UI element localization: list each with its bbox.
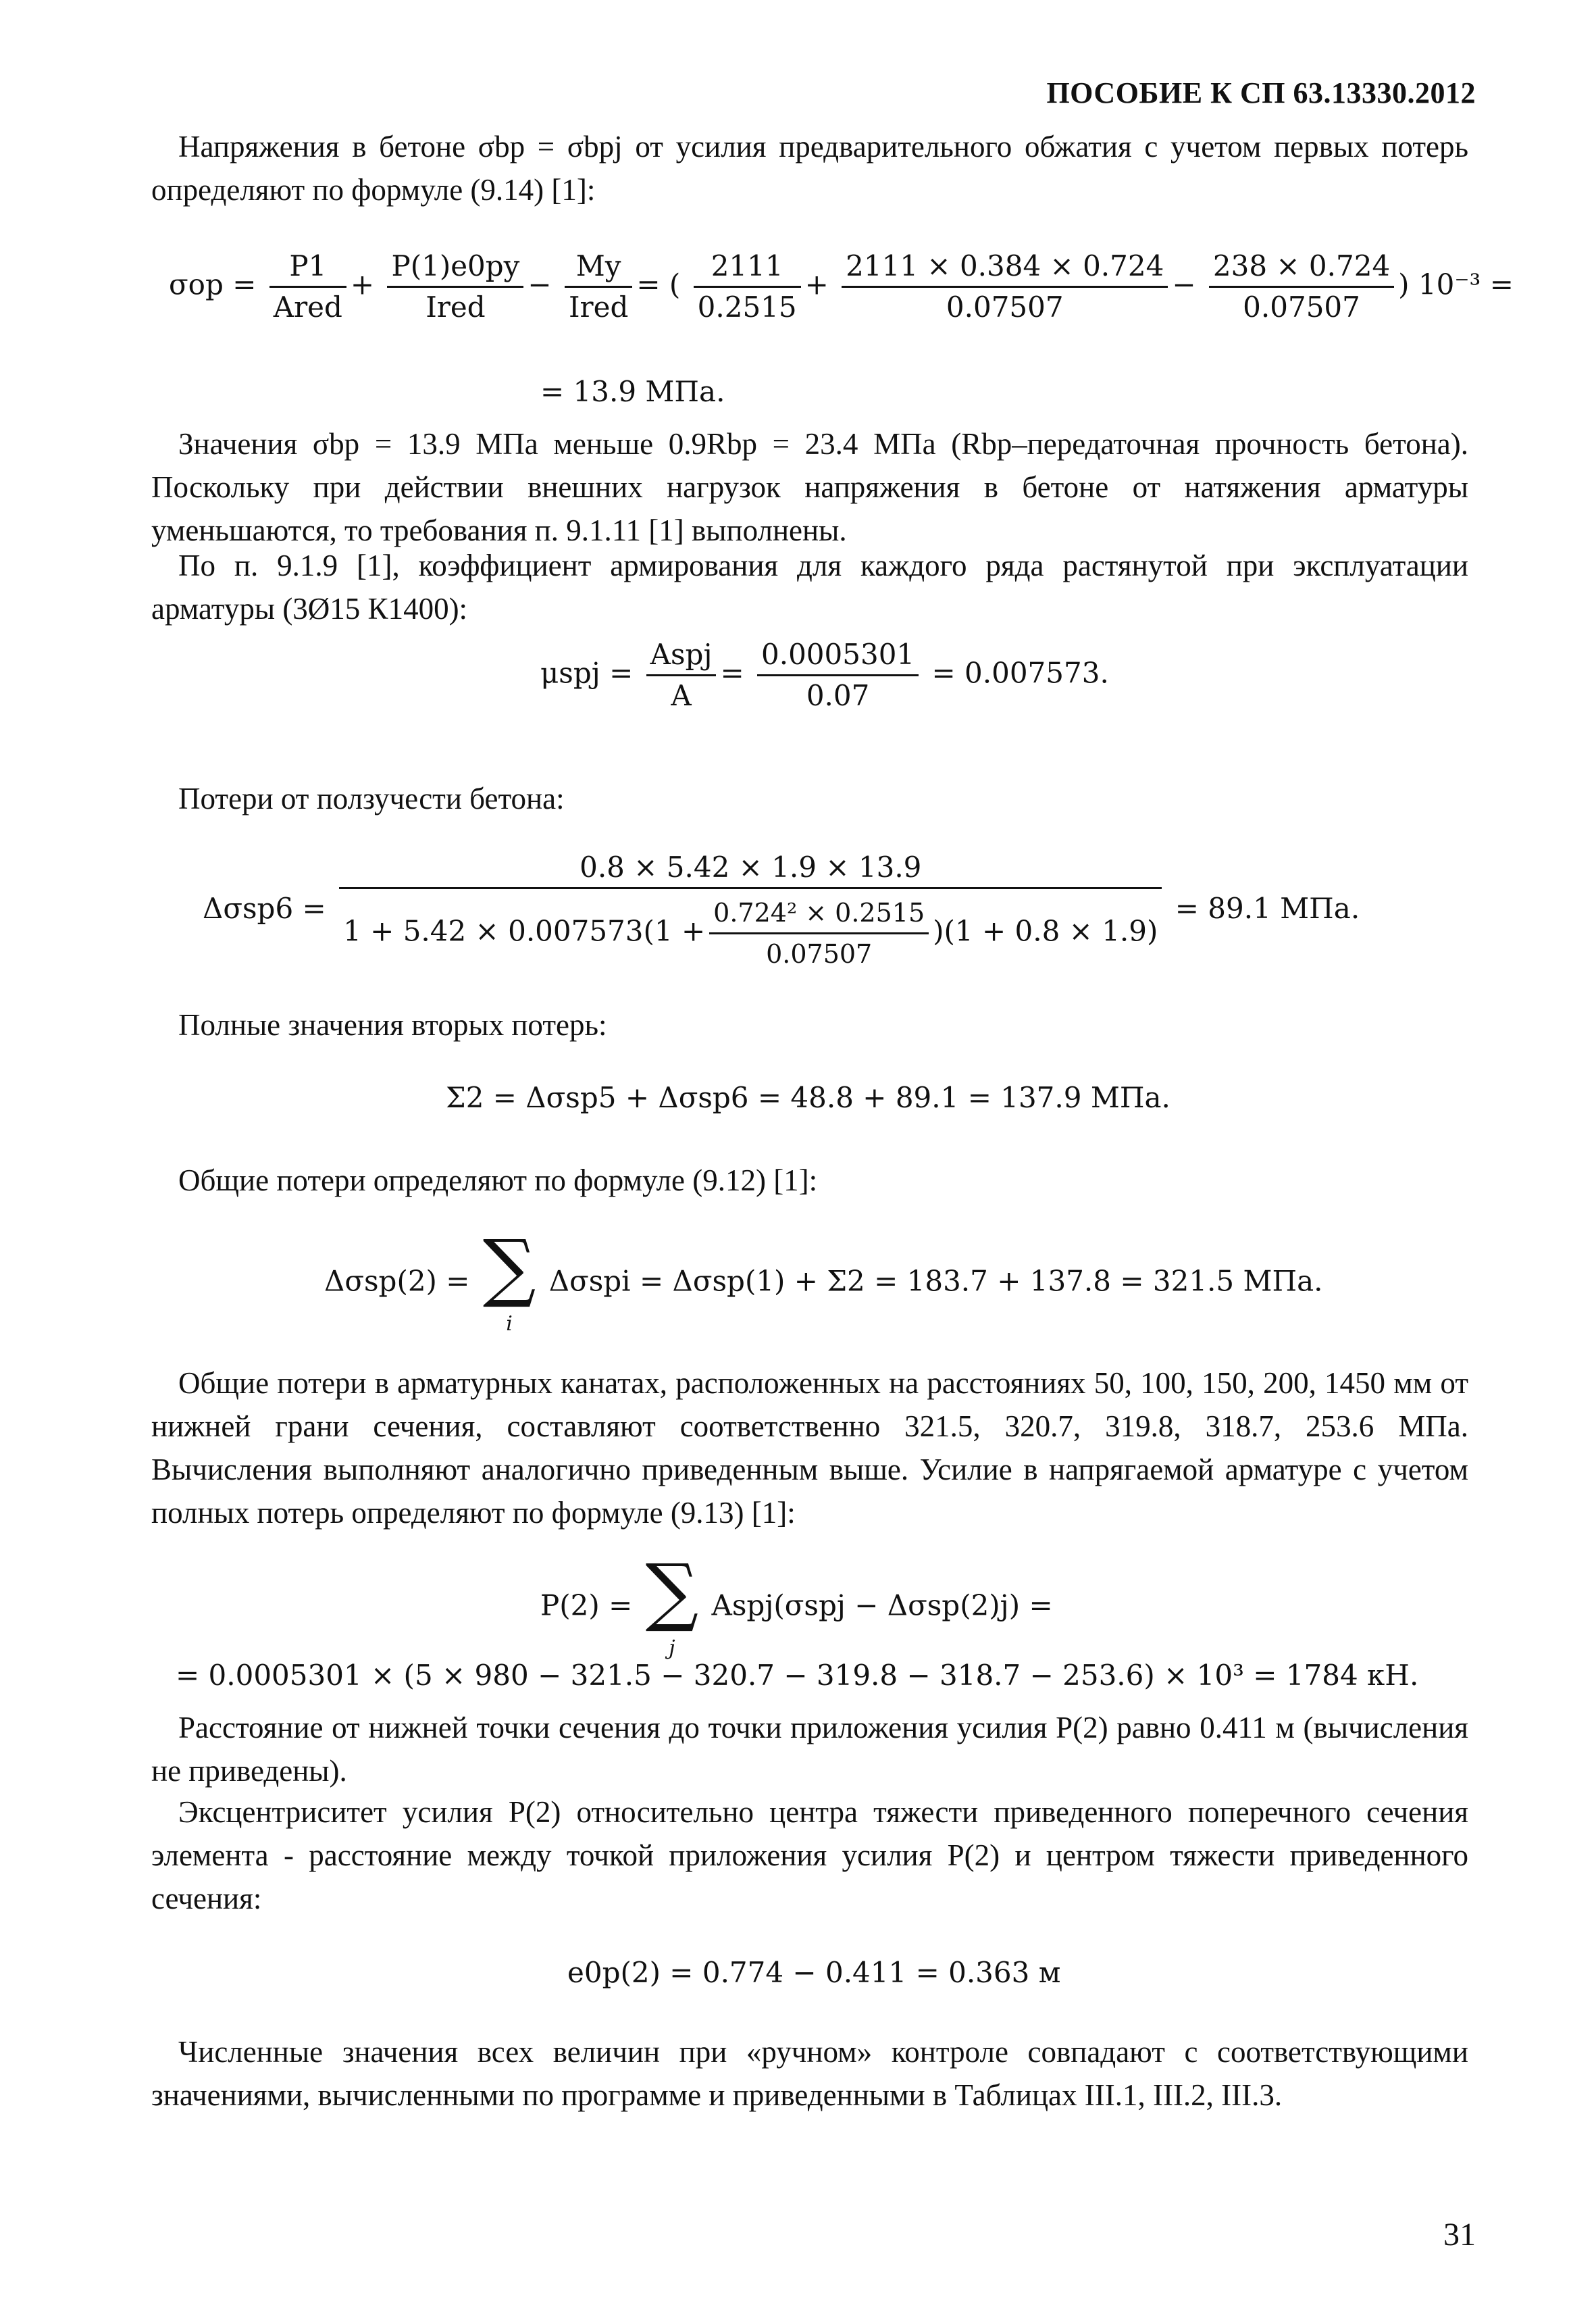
running-header: ПОСОБИЕ К СП 63.13330.2012 <box>1046 76 1476 109</box>
formula-rhs: Δσspi = Δσsp(1) + Σ2 = 183.7 + 137.8 = 321.5 МПа. <box>548 1264 1323 1298</box>
sum-symbol: ∑ <box>482 1224 536 1310</box>
fraction: $\frac{2111 \times 0.384 \times 0.724}{0.07507}$ <box>842 247 1168 327</box>
fraction: 0.8 × 5.42 × 1.9 × 13.9 1 + 5.42 × 0.007573(1 + $\frac{\text{0.724² × 0.2515}}{0.07507}$ )(1 + 0.8 × 1.9) <box>339 848 1162 974</box>
paragraph-reinforcement-ratio: По п. 9.1.9 [1], коэффициент армирования для каждого ряда растянутой при эксплуатации арматуры (3Ø15 К1400): <box>151 549 1468 626</box>
formula-lhs: μspj = <box>540 656 634 690</box>
paragraph-total-losses: Общие потери определяют по формуле (9.12) [1]: <box>178 1163 818 1197</box>
formula-lhs: P(2) = <box>540 1588 633 1622</box>
formula-sigma-2: Σ2 = Δσsp5 + Δσsp6 = 48.8 + 89.1 = 137.9 МПа. <box>446 1081 1170 1114</box>
formula-result: = 0.007573. <box>931 656 1109 690</box>
page-number: 31 <box>1443 2217 1476 2253</box>
paragraph-conclusion: Численные значения всех величин при «ручном» контроле совпадают с соответствующими значениями, вычисленными по программе и приведенными в Таблицах III.1, III.2, III.3. <box>151 2035 1468 2112</box>
paragraph-stress-intro: Напряжения в бетоне σbp = σbpj от усилия предварительного обжатия с учетом первых потерь определяют по формуле (9.14) [1]: <box>151 130 1468 207</box>
formula-mu-spj: μspj = $\frac{\text{Aspj}}{A}$ = $\frac{0.0005301}{0.07}$ = 0.007573. <box>540 635 1109 715</box>
paragraph-cable-losses: Общие потери в арматурных канатах, расположенных на расстояниях 50, 100, 150, 200, 1450 мм от нижней грани сечения, составляют соответственно 321.5, 320.7, 319.8, 318.7, 253.6 МПа. Вычисления выполняют аналогично приведенным выше. Усилие в напрягаемой арматуре с учетом полных потерь определяют по формуле (9.13) [1]: <box>151 1366 1468 1530</box>
fraction: $\frac{2111}{0.2515}$ <box>694 247 801 327</box>
formula-delta-sigma-sp6 <box>203 848 1360 974</box>
sum-symbol: ∑ <box>645 1548 699 1634</box>
formula-sigma-op-result: = 13.9 МПа. <box>540 375 725 408</box>
formula-sigma-op: σop = $\frac{P1}{\text{Ared}}$ + $\frac{P(1)e0py}{\text{Ired}}$ − $\frac{My}{\text{Ired}}$ = ( $\frac{2111}{0.2515}$ + $\frac{2111 \times 0.384 \times 0.724}{0.07507}$ − $\frac{238 \times 0.724}{0.07507}$ ) 10⁻³ = <box>169 247 1514 327</box>
fraction: $\frac{0.0005301}{0.07}$ <box>757 635 919 715</box>
formula-lhs: σop = <box>169 268 257 301</box>
formula-result: = 89.1 МПа. <box>1175 892 1360 925</box>
formula-delta-sigma-sp2 <box>324 1224 1323 1337</box>
formula-lhs: Δσsp(2) = <box>324 1264 470 1298</box>
fraction: $\frac{P(1)e0py}{\text{Ired}}$ <box>387 247 523 327</box>
formula-p2-result: = 0.0005301 × (5 × 980 − 321.5 − 320.7 − 319.8 − 318.7 − 253.6) × 10³ = 1784 кН. <box>176 1659 1419 1692</box>
fraction: $\frac{238 \times 0.724}{0.07507}$ <box>1209 247 1394 327</box>
formula-p2 <box>540 1548 1053 1661</box>
fraction: $\frac{\text{Aspj}}{A}$ <box>646 635 717 715</box>
paragraph-second-losses: Полные значения вторых потерь: <box>178 1008 607 1042</box>
sum-index: i <box>506 1312 513 1336</box>
paragraph-eccentricity: Эксцентриситет усилия P(2) относительно центра тяжести приведенного поперечного сечения элемента - расстояние между точкой приложения усилия P(2) и центром тяжести приведенного сечения: <box>151 1795 1468 1915</box>
fraction: $\frac{My}{\text{Ired}}$ <box>565 247 632 327</box>
formula-tail: 10⁻³ = <box>1418 268 1514 301</box>
formula-rhs: Aspj(σspj − Δσsp(2)j) = <box>711 1588 1053 1622</box>
sum-index: j <box>669 1636 675 1660</box>
paragraph-distance: Расстояние от нижней точки сечения до точки приложения усилия P(2) равно 0.411 м (вычисления не приведены). <box>151 1711 1468 1788</box>
fraction: $\frac{P1}{\text{Ared}}$ <box>269 247 346 327</box>
formula-lhs: Δσsp6 = <box>203 892 326 925</box>
paragraph-creep-losses: Потери от ползучести бетона: <box>178 782 565 815</box>
paragraph-values-check: Значения σbp = 13.9 МПа меньше 0.9Rbp = 23.4 МПа (Rbp–передаточная прочность бетона). Поскольку при действии внешних нагрузок напряжения в бетоне от натяжения арматуры уменьшаются, то требования п. 9.1.11 [1] выполнены. <box>151 427 1468 547</box>
formula-e0p2: e0p(2) = 0.774 − 0.411 = 0.363 м <box>567 1956 1061 1989</box>
